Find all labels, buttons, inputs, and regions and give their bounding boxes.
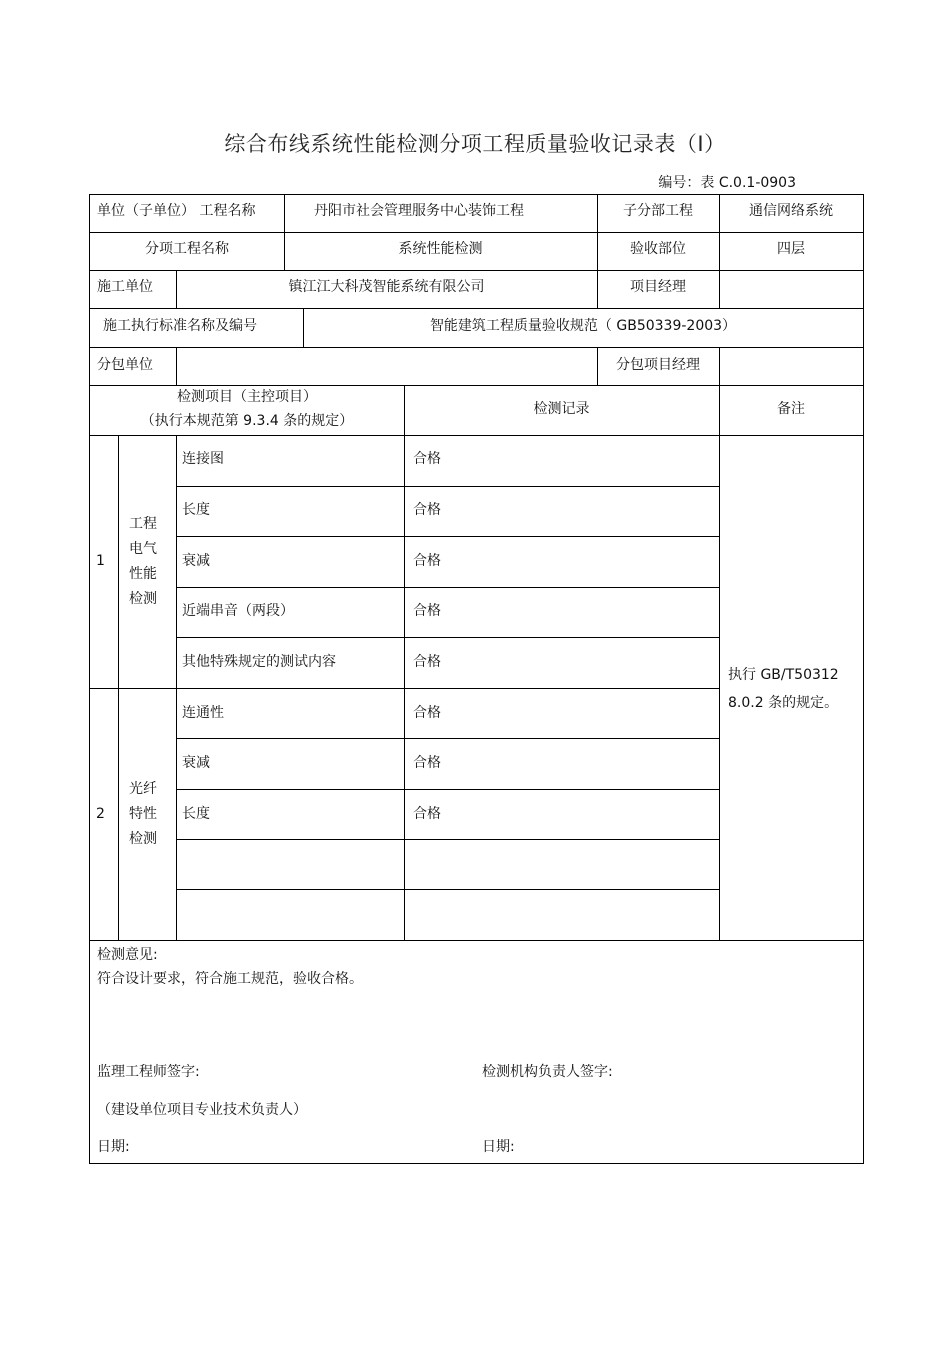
row-divider [90, 270, 863, 271]
table-row-item: 连接图 [182, 451, 224, 467]
row-divider [90, 385, 863, 386]
col-divider [719, 347, 720, 385]
table-row-item: 衰减 [182, 553, 210, 569]
acceptance-record-table [89, 194, 864, 1164]
builder-note: （建设单位项目专业技术负责人） [97, 1102, 307, 1118]
item-name-label: 分项工程名称 [145, 241, 229, 257]
table-row-record: 合格 [413, 553, 441, 569]
category-text: 检测 [129, 591, 157, 607]
table-row-item: 连通性 [182, 705, 224, 721]
category-text: 检测 [129, 831, 157, 847]
page-title: 综合布线系统性能检测分项工程质量验收记录表（Ⅰ） [224, 132, 726, 156]
col-divider [404, 385, 405, 940]
row-divider [176, 536, 719, 537]
standard-label: 施工执行标准名称及编号 [103, 318, 257, 334]
col-divider [176, 347, 177, 385]
table-row-record: 合格 [413, 705, 441, 721]
opinion-label: 检测意见: [97, 947, 158, 963]
table-row-record: 合格 [413, 451, 441, 467]
col-divider [719, 385, 720, 940]
category-text: 光纤 [129, 781, 157, 797]
table-row-record: 合格 [413, 806, 441, 822]
row-divider [176, 789, 719, 790]
row-divider [176, 738, 719, 739]
opinion-text: 符合设计要求，符合施工规范，验收合格。 [97, 971, 363, 987]
row-divider [90, 347, 863, 348]
row-divider [176, 637, 719, 638]
table-row-item: 近端串音（两段） [182, 603, 294, 619]
sub-dept-label: 子分部工程 [623, 203, 693, 219]
col-header-remark: 备注 [777, 401, 805, 417]
item-name-value: 系统性能检测 [398, 241, 483, 257]
date-label-left: 日期: [97, 1139, 130, 1155]
date-label-right: 日期: [482, 1139, 515, 1155]
form-code: 编号：表 C.0.1-0903 [658, 175, 796, 191]
table-row-record: 合格 [413, 654, 441, 670]
group-category [128, 512, 158, 612]
row-divider [176, 889, 719, 890]
col-divider [719, 270, 720, 308]
row-divider [90, 435, 863, 436]
col-divider [118, 435, 119, 940]
category-text: 性能 [129, 566, 157, 582]
unit-value: 丹阳市社会管理服务中心装饰工程 [314, 203, 524, 219]
institution-signature-label: 检测机构负责人签字: [482, 1064, 613, 1080]
sub-pm-label: 分包项目经理 [616, 357, 700, 373]
row-divider [90, 940, 863, 941]
construct-value: 镇江江大科茂智能系统有限公司 [288, 279, 485, 295]
col-divider [176, 435, 177, 940]
pm-label: 项目经理 [630, 279, 686, 295]
accept-part-label: 验收部位 [630, 241, 686, 257]
table-row-record: 合格 [413, 502, 441, 518]
row-divider [176, 839, 719, 840]
row-divider [90, 308, 863, 309]
construct-label: 施工单位 [97, 279, 153, 295]
table-row-item: 其他特殊规定的测试内容 [182, 654, 336, 670]
row-divider [176, 587, 719, 588]
unit-label: 单位（子单位） 工程名称 [97, 203, 256, 219]
group-category [128, 777, 158, 852]
table-row-item: 长度 [182, 502, 210, 518]
row-divider [90, 232, 863, 233]
remark-line: 执行 GB/T50312 [728, 667, 839, 683]
category-text: 工程 [129, 516, 157, 532]
col-header-item: 检测项目（主控项目） [177, 389, 317, 405]
category-text: 电气 [129, 541, 157, 557]
accept-part-value: 四层 [777, 241, 805, 257]
sub-dept-value: 通信网络系统 [749, 203, 833, 219]
remark-line: 8.0.2 条的规定。 [728, 695, 839, 711]
group-number: 1 [96, 553, 105, 569]
table-row-item: 长度 [182, 806, 210, 822]
category-text: 特性 [129, 806, 157, 822]
table-row-record: 合格 [413, 755, 441, 771]
col-header-record: 检测记录 [533, 401, 590, 417]
group-number: 2 [96, 806, 105, 822]
col-header-item-note: （执行本规范第 9.3.4 条的规定） [140, 413, 354, 429]
table-row-record: 合格 [413, 603, 441, 619]
sub-contract-label: 分包单位 [97, 357, 153, 373]
standard-value: 智能建筑工程质量验收规范（ GB50339-2003） [429, 318, 737, 334]
supervisor-signature-label: 监理工程师签字: [97, 1064, 200, 1080]
row-divider [176, 486, 719, 487]
table-row-item: 衰减 [182, 755, 210, 771]
